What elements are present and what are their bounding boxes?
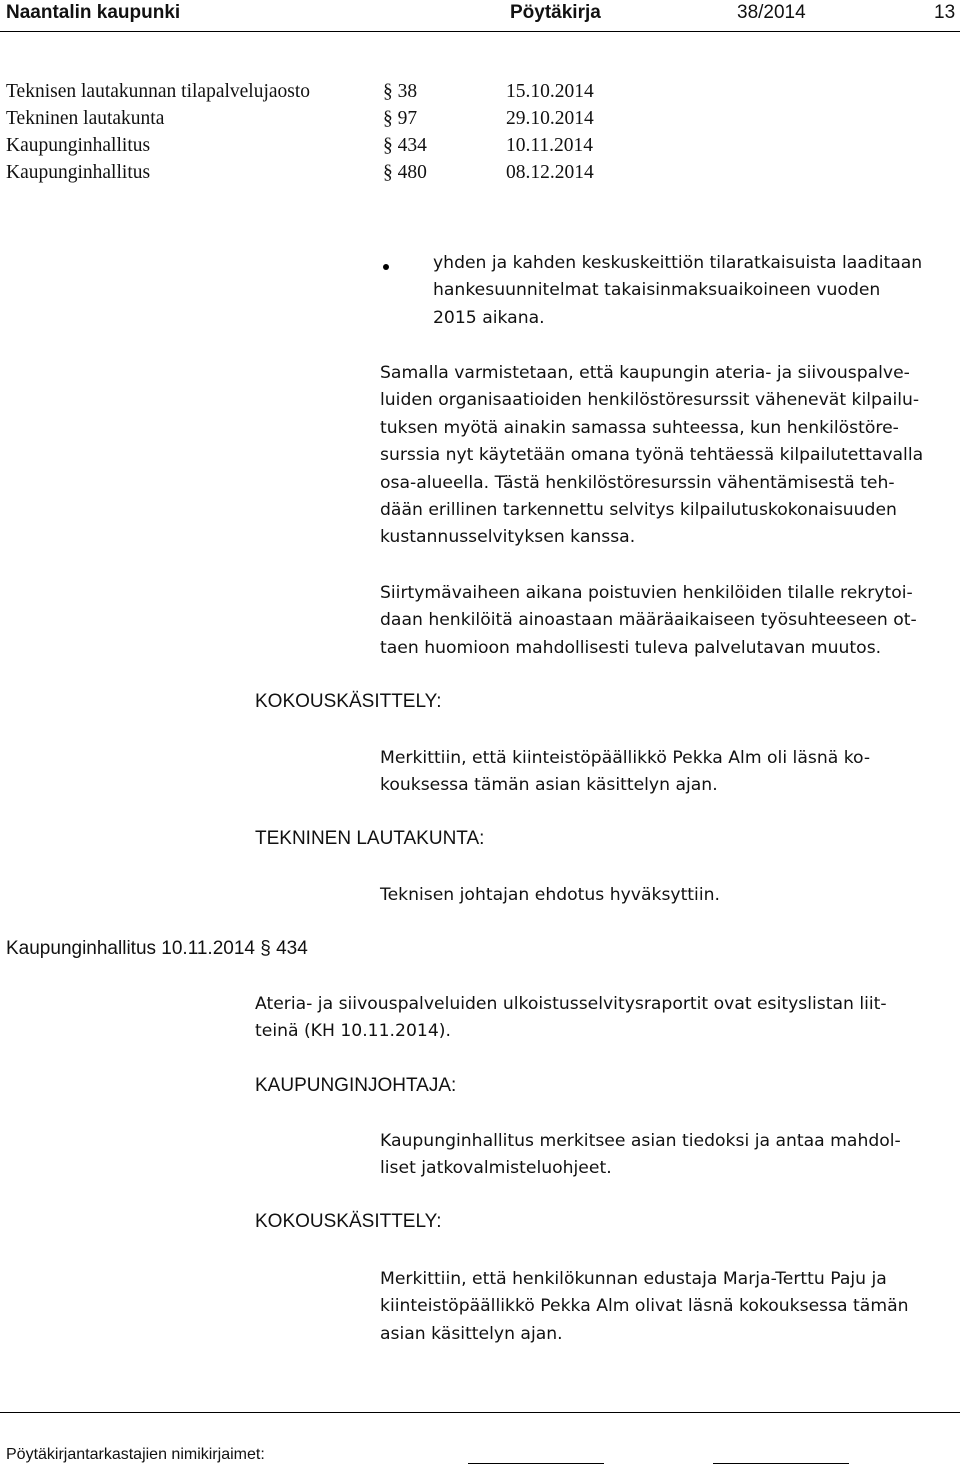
city-board-heading: Kaupunginhallitus 10.11.2014 § 434 [6, 938, 308, 959]
header-doc-type: Pöytäkirja [510, 2, 601, 23]
history-body: Kaupunginhallitus [6, 162, 151, 183]
text-line: surssia nyt käytetään omana työnä tehtäessä kilpailutettavalla [380, 445, 924, 466]
signatures-label: Pöytäkirjantarkastajien nimikirjaimet: [6, 1446, 265, 1463]
text-line: taen huomioon mahdollisesti tuleva palvelutavan muutos. [380, 637, 882, 658]
text-line: kouksessa tämän asian käsittelyn ajan. [380, 775, 718, 796]
history-body: Tekninen lautakunta [6, 108, 165, 129]
text-line: Kaupunginhallitus merkitsee asian tiedoksi ja antaa mahdol- [380, 1131, 901, 1151]
section-label-mayor: KAUPUNGINJOHTAJA: [255, 1075, 457, 1096]
history-body: Teknisen lautakunnan tilapalvelujaosto [6, 81, 311, 102]
paragraph-transition [380, 580, 917, 662]
text-line: Merkittiin, että kiinteistöpäällikkö Pekka Alm oli läsnä ko- [380, 748, 871, 768]
history-date: 15.10.2014 [506, 81, 594, 102]
bullet-icon [383, 264, 389, 270]
signature-line [713, 1463, 849, 1464]
history-paragraph: § 480 [383, 162, 427, 183]
header-city: Naantalin kaupunki [6, 2, 181, 23]
history-paragraph: § 38 [383, 81, 418, 102]
history-body: Kaupunginhallitus [6, 135, 151, 156]
meeting-note [380, 1266, 909, 1348]
history-date: 08.12.2014 [506, 162, 594, 183]
text-line: kustannusselvityksen kanssa. [380, 527, 636, 548]
attachment-paragraph [255, 991, 887, 1046]
text-line: Ateria- ja siivouspalveluiden ulkoistusselvitysraportit ovat esityslistan liit- [255, 994, 887, 1014]
mayor-proposal [380, 1128, 901, 1183]
text-line: liset jatkovalmisteluohjeet. [380, 1158, 612, 1179]
text-line: asian käsittelyn ajan. [380, 1323, 563, 1344]
section-label-technical-board: TEKNINEN LAUTAKUNTA: [255, 828, 485, 849]
history-date: 10.11.2014 [506, 135, 594, 156]
text-line: luiden organisaatioiden henkilöstöresurssit vähenevät kilpailu- [380, 390, 920, 411]
header-number: 38/2014 [737, 2, 806, 23]
text-line: dään erillinen tarkennettu selvitys kilpailutuskokonaisuuden [380, 500, 897, 521]
paragraph-resources [380, 360, 923, 552]
text-line: yhden ja kahden keskuskeittiön tilaratkaisuista laaditaan [433, 253, 923, 273]
text-line: tuksen myötä ainakin samassa suhteessa, kun henkilöstöre- [380, 417, 899, 438]
meeting-note [380, 745, 870, 800]
signature-line [468, 1463, 604, 1464]
text-line: daan henkilöitä ainoastaan määräaikaiseen työsuhteeseen ot- [380, 610, 917, 631]
section-label-meeting: KOKOUSKÄSITTELY: [255, 1211, 442, 1232]
text-line: Samalla varmistetaan, että kaupungin ateria- ja siivouspalve- [380, 363, 910, 383]
text-line: teinä (KH 10.11.2014). [255, 1021, 451, 1042]
header-page-number: 13 [934, 2, 956, 23]
section-label-meeting: KOKOUSKÄSITTELY: [255, 691, 442, 712]
bullet-text [433, 250, 922, 332]
footer-rule [0, 1412, 960, 1413]
header-rule [0, 31, 960, 32]
history-date: 29.10.2014 [506, 108, 594, 129]
text-line: Siirtymävaiheen aikana poistuvien henkilöiden tilalle rekrytoi- [380, 583, 913, 603]
text-line: osa-alueella. Tästä henkilöstöresurssin vähentämisestä teh- [380, 472, 895, 493]
history-paragraph: § 434 [383, 135, 427, 156]
text-line: hankesuunnitelmat takaisinmaksuaikoineen vuoden [433, 280, 881, 301]
text-line: Merkittiin, että henkilökunnan edustaja Marja-Terttu Paju ja [380, 1269, 887, 1289]
history-paragraph: § 97 [383, 108, 418, 129]
text-line: 2015 aikana. [433, 307, 545, 328]
text-line: kiinteistöpäällikkö Pekka Alm olivat läsnä kokouksessa tämän [380, 1296, 909, 1317]
technical-board-decision: Teknisen johtajan ehdotus hyväksyttiin. [380, 885, 720, 905]
